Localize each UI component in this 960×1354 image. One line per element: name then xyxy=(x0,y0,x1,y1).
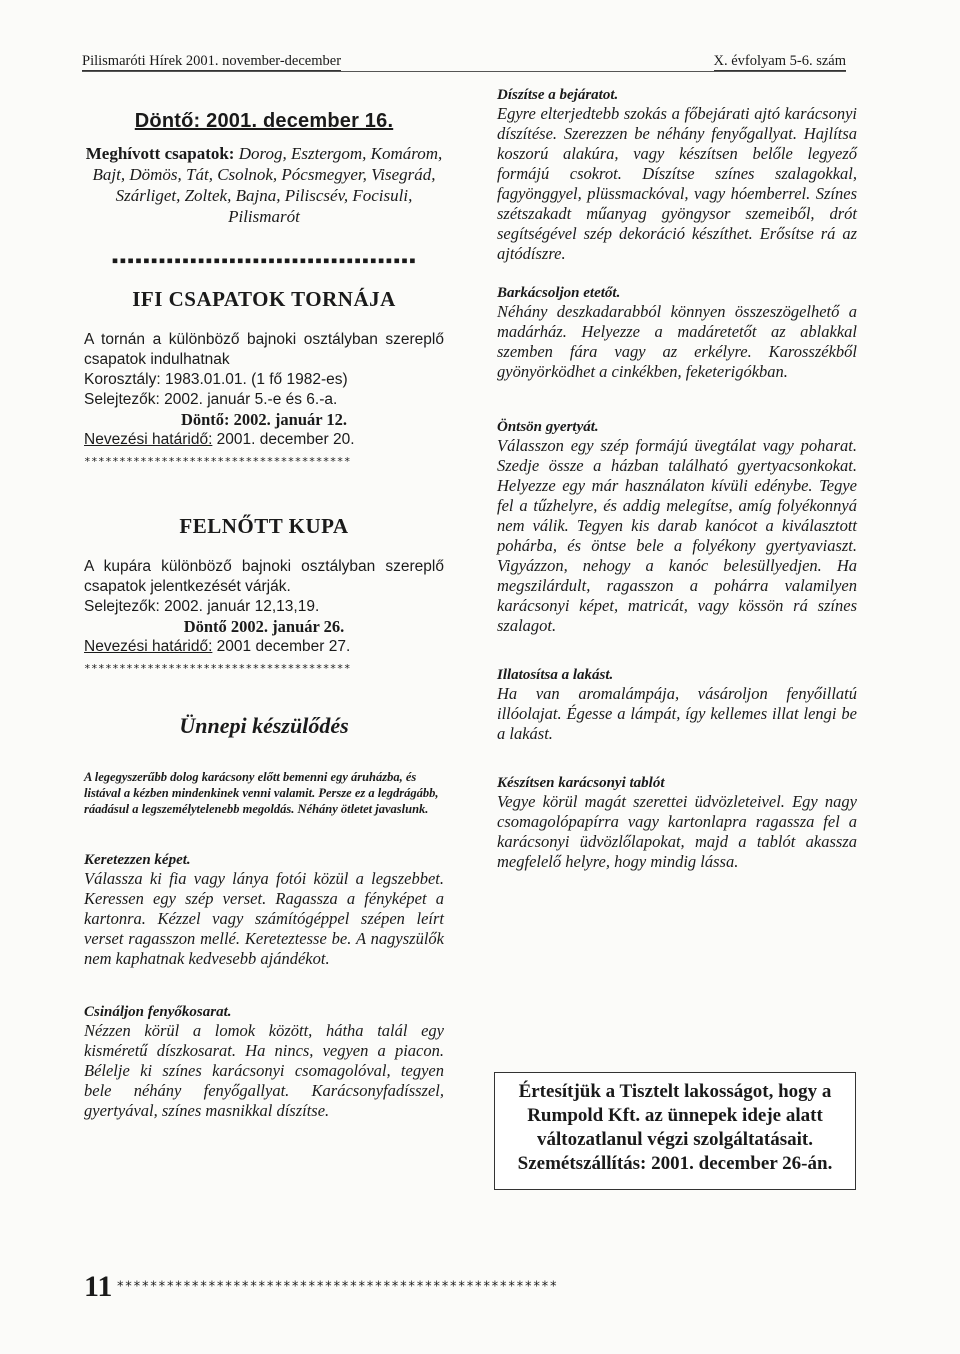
footer-stars: ***************************************************** xyxy=(116,1279,558,1295)
header-rule xyxy=(82,71,846,72)
tip-title: Illatosítsa a lakást. xyxy=(497,667,614,683)
felnott-title: FELNŐTT KUPA xyxy=(179,514,349,538)
tip-text: Néhány deszkadarabból könnyen összeszögelhető a madárház. Helyezze a madáretetőt az ablakkal szemben fára vagy az erkélyre. Karosszékből gyönyörködhet a cinkékben, feketerigókban. xyxy=(497,302,857,381)
invited-label: Meghívott csapatok: xyxy=(85,144,235,163)
star-divider: ************************************** xyxy=(84,455,351,468)
tip-title: Barkácsoljon etetőt. xyxy=(497,285,621,301)
page-footer xyxy=(84,1270,856,1304)
issue-number: X. évfolyam 5-6. szám xyxy=(713,53,846,69)
unnepi-intro: A legegyszerűbb dolog karácsony előtt bemenni egy áruházba, és listával a kézben mindenkinek venni valamit. Persze ez a legdrágább, ráadásul a legszemélytelenebb megoldás. Néhány ötletet javaslunk. xyxy=(84,770,439,816)
ifi-section xyxy=(84,330,444,472)
felnott-deadline-date: 2001 december 27. xyxy=(212,638,351,655)
tip-title: Készítsen karácsonyi tablót xyxy=(497,775,665,791)
ifi-age: Korosztály: 1983.01.01. (1 fő 1982-es) xyxy=(84,371,348,388)
tip-title: Díszítse a bejáratot. xyxy=(497,87,619,103)
tip-text: Egyre elterjedtebb szokás a főbejárati ajtó karácsonyi díszítése. Szerezzen be néhány fenyőgallyat. Hajlítsa koszorú alakúra, vagy készítsen belőle legyező formájú csokrot. Díszítse színes szalagokkal, fagyönggyel, plüssmackóval, vagy hóemberrel. Színes szétszakadt műanyag gyöngysor szemeiből, drót segítségével szép dekoráció készíthet. Erősítse rá az ajtódíszre. xyxy=(497,104,857,263)
tip-item xyxy=(84,1003,444,1121)
tip-item xyxy=(84,851,444,969)
ifi-deadline xyxy=(84,430,444,450)
felnott-final: Döntő 2002. január 26. xyxy=(183,617,345,636)
felnott-section xyxy=(84,557,444,679)
ifi-qualifiers: Selejtezők: 2002. január 5.-e és 6.-a. xyxy=(84,391,338,408)
tip-item xyxy=(497,284,857,382)
ifi-title: IFI CSAPATOK TORNÁJA xyxy=(132,287,396,311)
tip-text: Válasszon egy szép formájú üvegtálat vagy poharat. Szedje össze a házban található gyertyacsonkokat. Helyezze egy már használaton kívüli edénybe. Tegye fel a tűzhelyre, és addig melegítse, amíg folyékonnyá nem válik. Tegyen kis darab kanócot a kiválasztott pohárba, és öntse bele a folyékony gyertyaviaszt. Vigyázzon, nehogy a kanóc belesüllyedjen. Ha megszilárdult, ragasszon a pohárra valamilyen karácsonyi képet, matricát, vagy kössön rá színes szalagot. xyxy=(497,436,857,635)
final-date-title: Döntő: 2001. december 16. xyxy=(134,110,394,132)
ifi-final: Döntő: 2002. január 12. xyxy=(180,410,348,429)
page-number: 11 xyxy=(84,1270,113,1303)
tip-item xyxy=(497,666,857,744)
felnott-text: A kupára különböző bajnoki osztályban szereplő csapatok jelentkezését várják. xyxy=(84,558,444,595)
right-column xyxy=(497,86,857,892)
tip-title: Csináljon fenyőkosarat. xyxy=(84,1004,232,1020)
tip-item xyxy=(497,418,857,636)
felnott-deadline-label: Nevezési határidő: xyxy=(84,638,213,655)
left-tips xyxy=(84,851,444,1121)
tip-text: Nézzen körül a lomok között, hátha talál egy kisméretű díszkosarat. Ha nincs, vegyen a piacon. Bélelje ki színes karácsonyi csomagolóval, tegyen bele néhány fenyőgallyat. Karácsonyfadísszel, gyertyával, színes masnikkal díszítse. xyxy=(84,1021,444,1120)
publication-title: Pilismaróti Hírek 2001. november-december xyxy=(82,53,342,69)
tip-item xyxy=(497,86,857,264)
ifi-deadline-date: 2001. december 20. xyxy=(212,431,355,448)
dot-divider: ▪▪▪▪▪▪▪▪▪▪▪▪▪▪▪▪▪▪▪▪▪▪▪▪▪▪▪▪▪▪▪▪▪▪▪▪▪▪▪ xyxy=(111,253,417,267)
ifi-deadline-label: Nevezési határidő: xyxy=(84,431,213,448)
tip-title: Öntsön gyertyát. xyxy=(497,419,599,435)
invited-teams-list: Dorog, Esztergom, Komárom, Bajt, Dömös, Tát, Csolnok, Pócsmegyer, Visegrád, Szárliget, Zoltek, Bajna, Piliscsév, Focisuli, Pilismarót xyxy=(92,144,443,226)
left-column xyxy=(84,110,444,1141)
tip-text: Ha van aromalámpája, vásároljon fenyőillatú illóolajat. Égesse a lámpát, így kellemes illat lengi be a lakást. xyxy=(497,684,857,743)
felnott-deadline xyxy=(84,637,444,657)
tip-text: Vegye körül magát szerettei üdvözleteivel. Egy nagy csomagolópapírra vagy kartonlapra ragassza fel a karácsonyi üdvözlőlapokat, majd a tablót akassza megfelelő helyre, hogy mindig lássa. xyxy=(497,792,857,871)
waste-collection-notice: Értesítjük a Tisztelt lakosságot, hogy a Rumpold Kft. az ünnepek ideje alatt változatlanul végzi szolgáltatásait. Szemétszállítás: 2001. december 26-án. xyxy=(494,1072,856,1190)
unnepi-title: Ünnepi készülődés xyxy=(179,713,349,738)
tip-title: Keretezzen képet. xyxy=(84,852,191,868)
tip-text: Válassza ki fia vagy lánya fotói közül a legszebbet. Keressen egy szép verset. Ragassza a fényképet a kartonra. Kézzel vagy számítógéppel szépen leírt verset ragasszon mellé. Kereteztesse be. A nagyszülők nem kaphatnak kedvesebb ajándékot. xyxy=(84,869,444,968)
ifi-text: A tornán a különböző bajnoki osztályban szereplő csapatok indulhatnak xyxy=(84,331,444,368)
invited-teams xyxy=(84,143,444,227)
star-divider: ************************************** xyxy=(84,662,351,675)
tip-item xyxy=(497,774,857,872)
felnott-qualifiers: Selejtezők: 2002. január 12,13,19. xyxy=(84,598,320,615)
